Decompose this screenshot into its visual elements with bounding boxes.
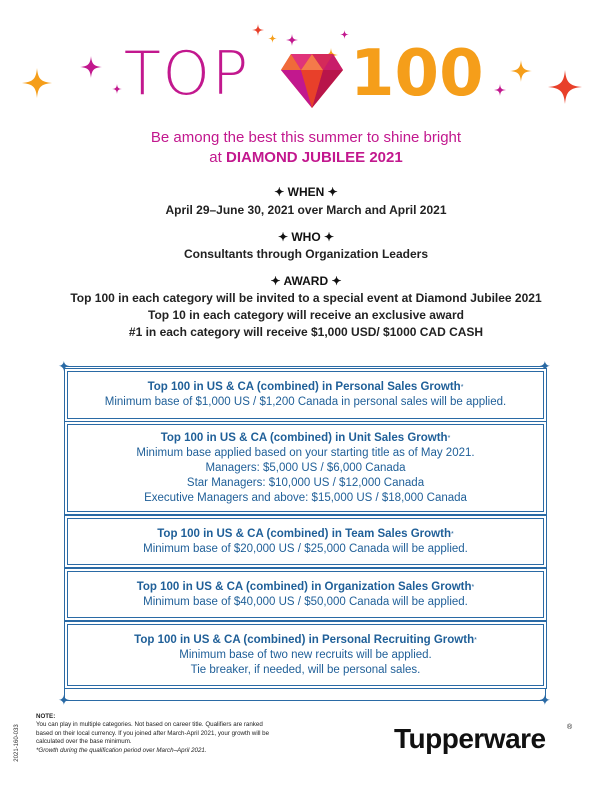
category-box-personal-sales (67, 371, 544, 419)
diamond-icon (281, 52, 343, 108)
note-text: You can play in multiple categories. Not based on career title. Qualifiers are ranked based on their local currency. If you joined after March-April 2021, your growth will be calculated over the base minimum. (36, 721, 270, 746)
category-detail: Minimum base of two new recruits will be applied. (179, 648, 432, 661)
brand-logo: Tupperware (394, 723, 546, 754)
who-heading: ✦ WHO ✦ (277, 230, 335, 244)
who-text: Consultants through Organization Leaders (183, 247, 428, 261)
award-line: Top 100 in each category will be invited to a special event at Diamond Jubilee 2021 (70, 291, 542, 305)
category-detail: Minimum base applied based on your starting title as of May 2021. (136, 446, 475, 459)
title-banner (0, 38, 612, 118)
sparkle-icon (268, 34, 277, 43)
sparkle-icon (80, 56, 102, 78)
note-heading: NOTE: (36, 713, 56, 720)
sparkle-icon (286, 34, 298, 46)
category-title: Top 100 in US & CA (combined) in Unit Sales Growth (160, 431, 448, 444)
frame-top-line (64, 366, 546, 367)
corner-star-icon: ✦ (58, 692, 70, 708)
category-box-unit-sales (67, 424, 544, 512)
award-heading: ✦ AWARD ✦ (270, 274, 342, 288)
frame-bottom-line (64, 700, 546, 701)
hundred-heading: 100 (350, 37, 484, 111)
note-footnote: *Growth during the qualification period over March–April 2021. (36, 746, 207, 754)
footnote-mark: * (460, 384, 464, 391)
sparkle-icon (112, 84, 122, 94)
category-detail: Minimum base of $40,000 US / $50,000 Canada will be applied. (143, 595, 468, 608)
top-heading: TOP (124, 39, 251, 109)
award-line: #1 in each category will receive $1,000 USD/ $1000 CAD CASH (128, 325, 484, 339)
category-detail: Minimum base of $20,000 US / $25,000 Canada will be applied. (143, 542, 468, 555)
when-text: April 29–June 30, 2021 over March and April 2021 (165, 203, 447, 217)
category-title: Top 100 in US & CA (combined) in Personal Sales Growth (147, 381, 461, 393)
registered-mark: ® (567, 724, 573, 731)
corner-star-icon: ✦ (539, 692, 551, 708)
sparkle-icon (510, 60, 532, 82)
sparkle-icon (548, 70, 582, 104)
sparkle-icon (22, 68, 52, 98)
category-box-personal-recruiting (67, 624, 544, 686)
footnote-mark: * (447, 434, 451, 442)
category-title: Top 100 in US & CA (combined) in Organization Sales Growth (136, 580, 472, 593)
tagline-line-1: Be among the best this summer to shine bright (150, 129, 462, 146)
category-detail: Star Managers: $10,000 US / $12,000 Canada (186, 476, 425, 489)
category-detail: Managers: $5,000 US / $6,000 Canada (205, 461, 406, 474)
category-box-team-sales (67, 518, 544, 565)
event-name: DIAMOND JUBILEE 2021 (225, 149, 403, 166)
tagline-line-2 (0, 148, 612, 168)
frame-left-line (64, 366, 65, 701)
sparkle-icon (494, 84, 506, 96)
category-title: Top 100 in US & CA (combined) in Team Sales Growth (157, 527, 451, 540)
category-box-organization-sales (67, 571, 544, 618)
frame-right-line (545, 366, 546, 701)
corner-star-icon: ✦ (539, 358, 551, 374)
category-detail: Executive Managers and above: $15,000 US / $18,000 Canada (144, 491, 467, 504)
note-block (36, 713, 272, 755)
footnote-mark: * (471, 583, 475, 591)
footnote-mark: * (450, 530, 454, 538)
footnote-mark: * (474, 636, 477, 644)
corner-star-icon: ✦ (58, 358, 70, 374)
when-heading: ✦ WHEN ✦ (274, 185, 338, 199)
document-id: 2021-160-033 (14, 724, 20, 762)
category-detail: Minimum base of $1,000 US / $1,200 Canada in personal sales will be applied. (104, 396, 507, 408)
sparkle-icon (340, 30, 349, 39)
sparkle-icon (252, 24, 264, 36)
award-line: Top 10 in each category will receive an exclusive award (148, 308, 464, 322)
tagline-prefix: at (209, 149, 226, 166)
category-title: Top 100 in US & CA (combined) in Personal Recruiting Growth (134, 633, 475, 646)
category-detail: Tie breaker, if needed, will be personal sales. (190, 663, 421, 676)
